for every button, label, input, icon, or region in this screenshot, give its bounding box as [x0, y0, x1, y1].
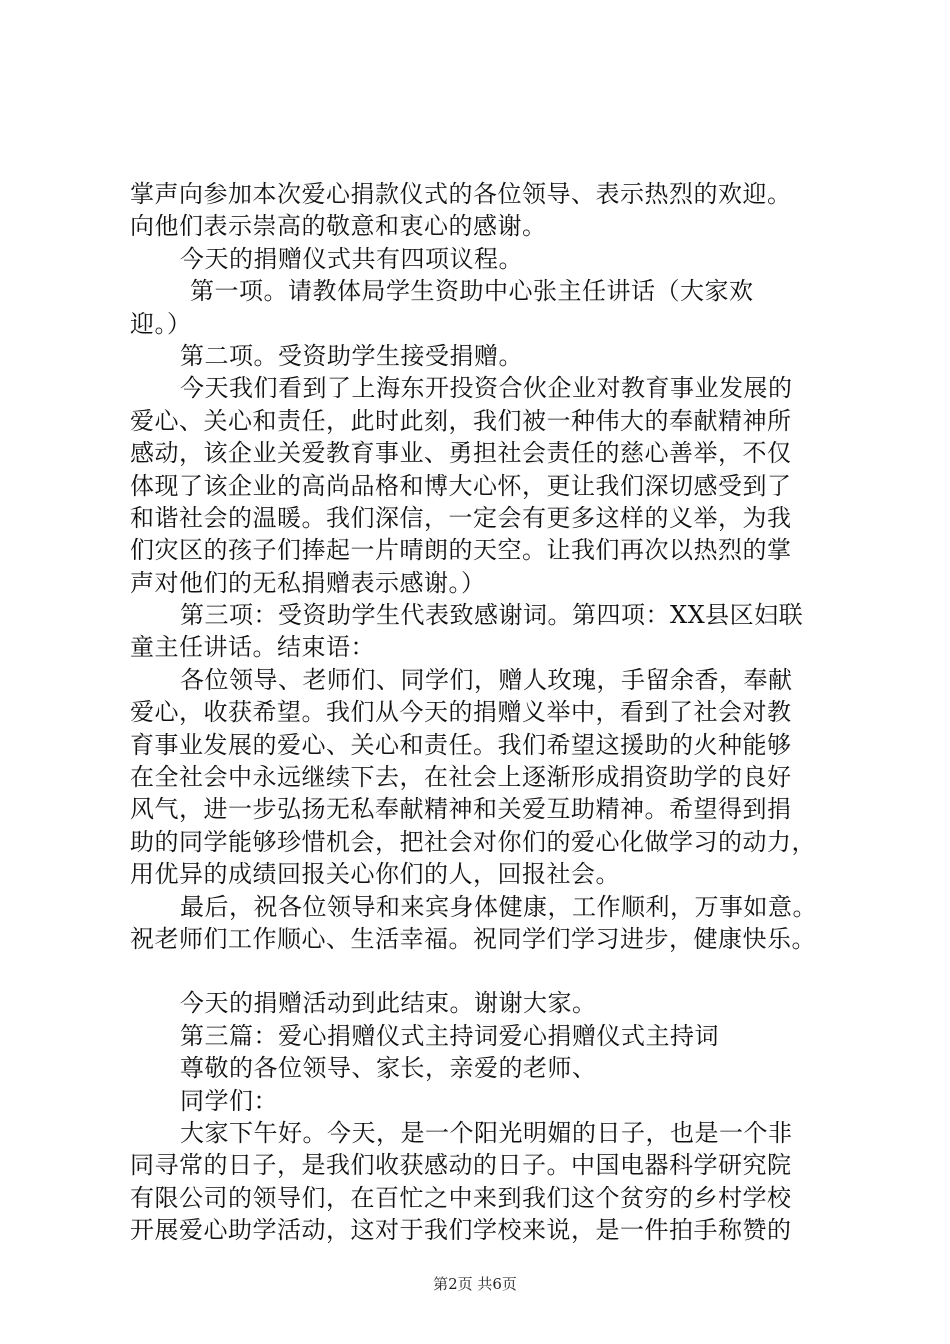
- text-line: 有限公司的领导们，在百忙之中来到我们这个贫穷的乡村学校: [130, 1183, 792, 1212]
- text-line: 开展爱心助学活动，这对于我们学校来说，是一件拍手称赞的: [130, 1216, 792, 1245]
- text-line: 用优异的成绩回报关心你们的人，回报社会。: [130, 860, 620, 889]
- page-indicator: 第2页 共6页: [433, 1275, 517, 1293]
- text-line: 各位领导、老师们、同学们，赠人玫瑰，手留余香，奉献: [180, 665, 793, 694]
- text-line: 今天的捐赠仪式共有四项议程。: [180, 244, 523, 273]
- text-line: 大家下午好。今天，是一个阳光明媚的日子，也是一个非: [180, 1118, 793, 1147]
- text-line: 掌声向参加本次爱心捐款仪式的各位领导、表示热烈的欢迎。: [130, 180, 792, 208]
- text-line: 迎。）: [130, 309, 192, 338]
- text-line: 童主任讲话。结束语：: [130, 633, 375, 662]
- text-line: 向他们表示崇高的敬意和衷心的感谢。: [130, 212, 547, 241]
- text-line: 祝老师们工作顺心、生活幸福。祝同学们学习进步，健康快乐。: [130, 924, 816, 953]
- text-line: 今天的捐赠活动到此结束。谢谢大家。: [180, 989, 597, 1018]
- text-line: 第一项。请教体局学生资助中心张主任讲话（大家欢: [190, 277, 754, 306]
- text-line: 第二项。受资助学生接受捐赠。: [180, 341, 523, 370]
- text-line: 爱心、关心和责任，此时此刻，我们被一种伟大的奉献精神所: [130, 406, 792, 435]
- text-line: 体现了该企业的高尚品格和博大心怀，更让我们深切感受到了: [130, 471, 792, 500]
- text-line: 育事业发展的爱心、关心和责任。我们希望这援助的火种能够: [130, 730, 792, 759]
- text-line: 声对他们的无私捐赠表示感谢。）: [130, 568, 486, 597]
- text-line: 今天我们看到了上海东开投资合伙企业对教育事业发展的: [180, 374, 793, 403]
- paragraph-gap: [130, 955, 850, 987]
- document-body: [130, 178, 850, 1247]
- text-line: 风气，进一步弘扬无私奉献精神和关爱互助精神。希望得到捐: [130, 795, 792, 824]
- text-line: 感动，该企业关爱教育事业、勇担社会责任的慈心善举，不仅: [130, 439, 792, 468]
- text-line: 最后，祝各位领导和来宾身体健康，工作顺利，万事如意。: [180, 892, 817, 921]
- text-line: 和谐社会的温暖。我们深信，一定会有更多这样的义举，为我: [130, 503, 792, 532]
- text-line: 助的同学能够珍惜机会，把社会对你们的爱心化做学习的动力，: [130, 827, 816, 856]
- text-line: 爱心，收获希望。我们从今天的捐赠义举中，看到了社会对教: [130, 698, 792, 727]
- text-line: 在全社会中永远继续下去，在社会上逐渐形成捐资助学的良好: [130, 763, 792, 792]
- text-line: 们灾区的孩子们捧起一片晴朗的天空。让我们再次以热烈的掌: [130, 536, 792, 565]
- page-footer: [0, 1273, 950, 1294]
- text-line: 尊敬的各位领导、家长，亲爱的老师、: [180, 1054, 597, 1083]
- text-line: 同寻常的日子，是我们收获感动的日子。中国电器科学研究院: [130, 1151, 792, 1180]
- text-line: 第三篇：爱心捐赠仪式主持词爱心捐赠仪式主持词: [180, 1021, 719, 1050]
- text-line: 同学们：: [180, 1086, 278, 1115]
- text-line: 第三项：受资助学生代表致感谢词。第四项：XX县区妇联: [180, 601, 804, 630]
